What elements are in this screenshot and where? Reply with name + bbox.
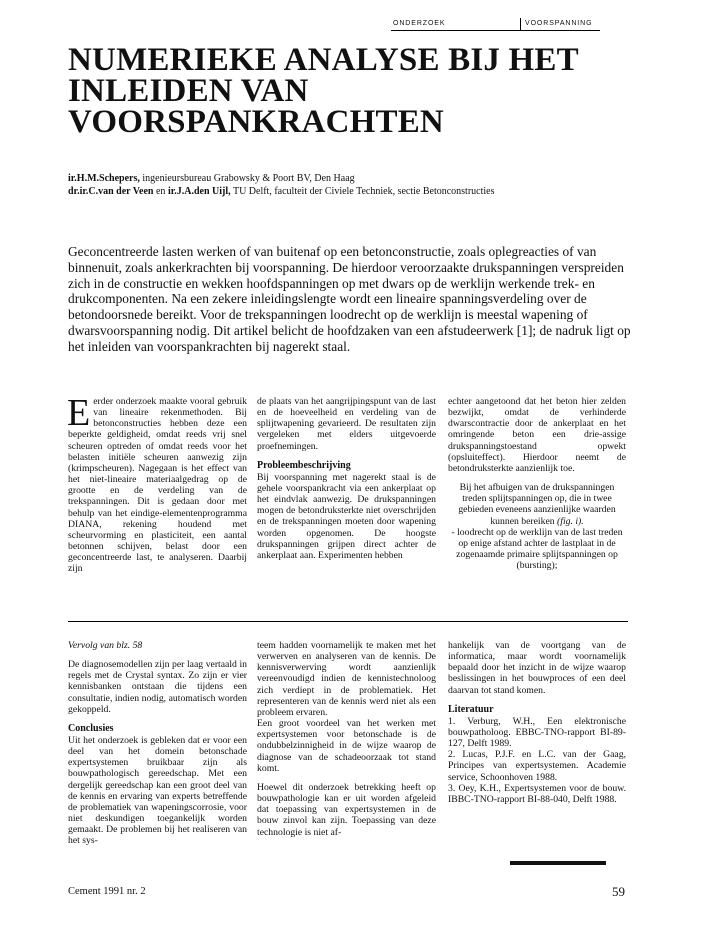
author-name: ir.H.M.Schepers, (68, 173, 140, 184)
body-paragraph: Bij het afbuigen van de drukspanningen treden splijtspanningen op, die in twee gebieden eveneens aanzienlijke waarden kunnen bereiken (fig. i). (458, 482, 616, 527)
body-paragraph: hankelijk van de voortgang van de informatica, maar wordt voornamelijk bepaald door het inzicht in de wijze waarop beslissingen in het bouwproces of een deel daarvan tot stand komen. (448, 640, 626, 696)
body-paragraph: - loodrecht op de werklijn van de last treden op enige afstand achter de lastplaat in de zogenaamde primaire splijtspanningen op (bursting); (451, 526, 623, 572)
journal-footer: Cement 1991 nr. 2 (68, 886, 146, 897)
author-affiliation: ingenieursbureau Grabowsky & Poort BV, Den Haag (139, 173, 355, 184)
author-line-1 (68, 173, 668, 186)
body-paragraph: Bij voorspanning met nagerekt staal is de gehele voorspankracht via een ankerplaat op het eindvlak aanwezig. De drukspanningen mogen de betondruksterkte niet overschrijden en de trekspanningen moeten door wapening worden opgenomen. De hoogste drukspanningen grijpen direct achter de ankerplaat aan. Experimenten hebben (257, 471, 436, 561)
body-paragraph: teem hadden voornamelijk te maken met het verwerven en analyseren van de kennis. De kennisverwerving wordt aanzienlijk vereenvoudigd indien de kennistechnoloog zich verdiept in de problematiek. Het representeren van de kennis werd niet als een probleem ervaren. (257, 640, 436, 718)
title-line-2: INLEIDEN VAN (68, 73, 309, 109)
column-2 (257, 396, 436, 561)
section-heading: Literatuur (448, 703, 494, 715)
title-line-1: NUMERIEKE ANALYSE BIJ HET (68, 42, 579, 78)
continuation-note: Vervolg van blz. 58 (68, 640, 143, 651)
author-line-2 (68, 186, 668, 199)
body-paragraph: erder onderzoek maakte vooral gebruik van lineaire rekenmethoden. Bij betonconstructies hebben deze een beperkte geldigheid, omdat reeds vrij snel scheuren optreden of omdat reeds voor het belasten initiële scheuren aanwezig zijn (krimpscheuren). Nagegaan is het effect van het niet-lineaire materiaalgedrag op de grootte en de verdeling van de trekspanningen. Dit is gedaan door met behulp van het eindige-elementenprogramma DIANA, rekening houdend met scheurvorming en plasticiteit, een aantal betonnen schijven, belast door een geconcentreerde last, te analyseren. Daarbij zijn (68, 396, 247, 575)
reference-item: 3. Oey, K.H., Expertsystemen voor de bouw. IBBC-TNO-rapport BI-88-040, Delft 1988. (448, 782, 626, 805)
column-3 (448, 396, 626, 571)
author-name: dr.ir.C.van der Veen (68, 185, 154, 197)
column-1 (67, 392, 247, 575)
author-block (68, 173, 668, 198)
body-paragraph: De diagnosemodellen zijn per laag vertaald in regels met de Crystal syntax. Zo zijn er vier kennisbanken ontstaan die tijdens een consultatie, indien nodig, automatisch worden gekoppeld. (68, 659, 247, 715)
section-heading: Conclusies (68, 722, 114, 734)
author-name: ir.J.A.den Uijl, (167, 185, 231, 197)
body-paragraph: de plaats van het aangrijpingspunt van de last en de hoeveelheid en verdeling van de splijtwapening gevarieerd. De resultaten zijn vergeleken met elders uitgevoerde proefnemingen. (257, 396, 436, 452)
reference-item: 2. Lucas, P.J.F. en L.C. van der Gaag, Principes van expertsystemen. Academie service, Schoonhoven 1988. (448, 749, 626, 783)
page-number: 59 (612, 884, 625, 899)
reference-item: 1. Verburg, W.H., Een elektronische bouwpatholoog. EBBC-TNO-rapport BI-89-127, Delft 1989. (448, 715, 626, 750)
column-5 (257, 640, 436, 838)
figure-reference: (fig. i). (557, 515, 584, 527)
body-paragraph: echter aangetoond dat het beton hier zelden bezwijkt, omdat de verhinderde dwarscontractie door de ankerplaat en het omringende beton een drie-assige drukspanningstoestand opwekt (opsluiteffect). Hierdoor neemt de betondruksterkte aanzienlijk toe. (448, 396, 626, 474)
section-heading: Probleembeschrijving (257, 459, 351, 471)
column-6 (448, 640, 626, 805)
section-divider (68, 621, 628, 622)
title-line-3: VOORSPANKRACHTEN (68, 104, 444, 140)
section-header (391, 18, 600, 31)
section-label: ONDERZOEK (393, 20, 446, 27)
article-title (68, 42, 668, 140)
column-4 (68, 640, 247, 847)
topic-label: VOORSPANNING (520, 18, 600, 30)
body-paragraph: Een groot voordeel van het werken met expertsystemen voor betonschade is de ondubbelzinnigheid in de wijze waarop de diagnose van de schadeoorzaak tot stand komt. (257, 718, 436, 774)
body-paragraph: Hoewel dit onderzoek betrekking heeft op bouwpathologie kan er uit worden afgeleid dat toepassing van expertsystemen in de bouw zinvol kan zijn. Toepassing van deze technologie is niet af- (257, 781, 436, 838)
author-conjunction: en (153, 185, 168, 197)
end-rule (510, 861, 606, 865)
abstract: Geconcentreerde lasten werken of van buitenaf op een betonconstructie, zoals oplegreacties of van binnenuit, zoals ankerkrachten bij voorspanning. De hierdoor veroorzaakte drukspanningen verspreiden zich in de constructie en wekken hoofdspanningen op met dwars op de werklijn werkende trek- en drukcomponenten. Na een zekere inleidingslengte wordt een lineaire spanningsverdeling over de betondoorsnede bereikt. Voor de trekspanningen loodrecht op de werklijn is meestal wapening of dwarsvoorspanning nodig. Dit artikel belicht de hoofdzaken van een afstudeerwerk [1]; de nadruk ligt op het inleiden van voorspankrachten bij nagerekt staal. (68, 244, 631, 354)
author-affiliation: TU Delft, faculteit der Civiele Techniek, sectie Betonconstructies (230, 185, 495, 197)
drop-cap: E (67, 392, 91, 434)
body-paragraph: Uit het onderzoek is gebleken dat er voor een deel van het domein betonschade expertsystemen bruikbaar zijn als bouwpathologisch gereedschap. Met een dergelijk gereedschap kan een groot deel van de kennis en ervaring van experts betreffende de problematiek van wapeningscorrosie, voor niet deskundigen toegankelijk worden gemaakt. De problemen bij het realiseren van het sys- (68, 734, 247, 847)
